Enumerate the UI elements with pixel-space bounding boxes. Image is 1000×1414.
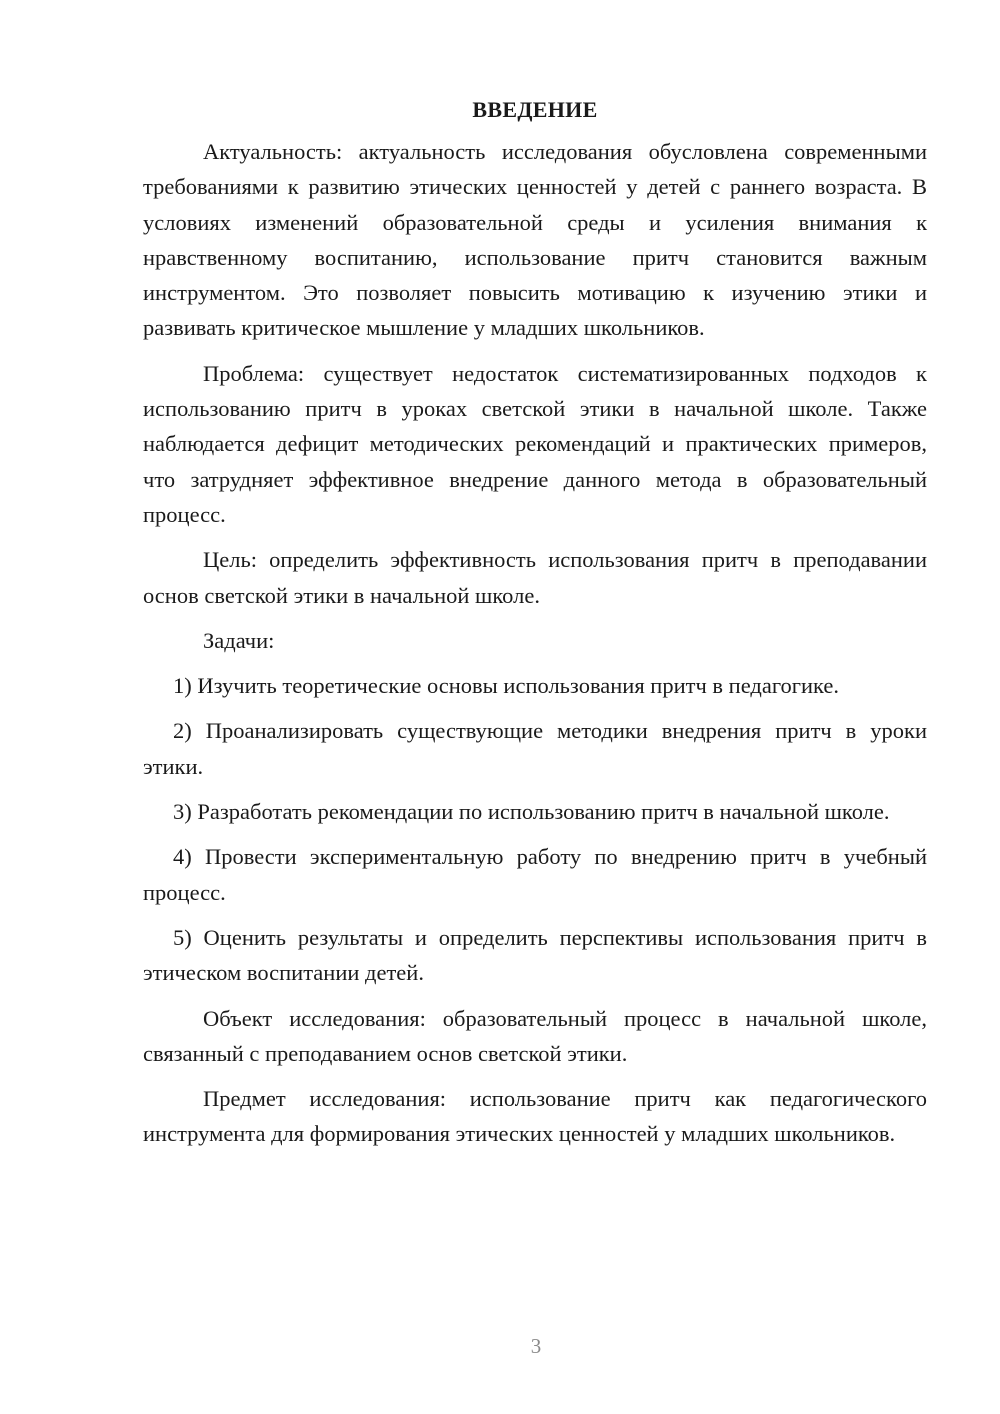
problem-paragraph: Проблема: существует недостаток систематизированных подходов к использованию притч в уроках светской этики в начальной школе. Также наблюдается дефицит методических рекомендаций и практических примеров, что затрудняет эффективное внедрение данного метода в образовательный процесс.	[143, 360, 927, 527]
task-item-2: 2) Проанализировать существующие методики внедрения притч в уроки этики.	[143, 718, 927, 779]
task-item-5: 5) Оценить результаты и определить перспективы использования притч в этическом воспитании детей.	[143, 924, 927, 986]
document-body	[143, 92, 927, 1162]
task-item-4: 4) Провести экспериментальную работу по внедрению притч в учебный процесс.	[143, 844, 927, 905]
task-item-1: 1) Изучить теоретические основы использования притч в педагогике.	[173, 673, 840, 699]
subject-paragraph: Предмет исследования: использование притч как педагогического инструмента для формирования этических ценностей у младших школьников.	[143, 1086, 927, 1147]
section-heading: ВВЕДЕНИЕ	[472, 97, 598, 122]
relevance-paragraph: Актуальность: актуальность исследования обусловлена современными требованиями к развитию этических ценностей у детей с раннего возраста. В условиях изменений образовательной среды и усиления внимания к нравственному воспитанию, использование притч становится важным инструментом. Это позволяет повысить мотивацию к изучению этики и развивать критическое мышление у младших школьников.	[143, 139, 927, 341]
goal-paragraph: Цель: определить эффективность использования притч в преподавании основ светской этики в начальной школе.	[143, 547, 927, 608]
task-item-3: 3) Разработать рекомендации по использованию притч в начальной школе.	[173, 799, 890, 825]
object-paragraph: Объект исследования: образовательный процесс в начальной школе, связанный с преподаванием основ светской этики.	[143, 1005, 927, 1066]
page-number: 3	[530, 1334, 542, 1358]
tasks-label: Задачи:	[203, 627, 275, 653]
